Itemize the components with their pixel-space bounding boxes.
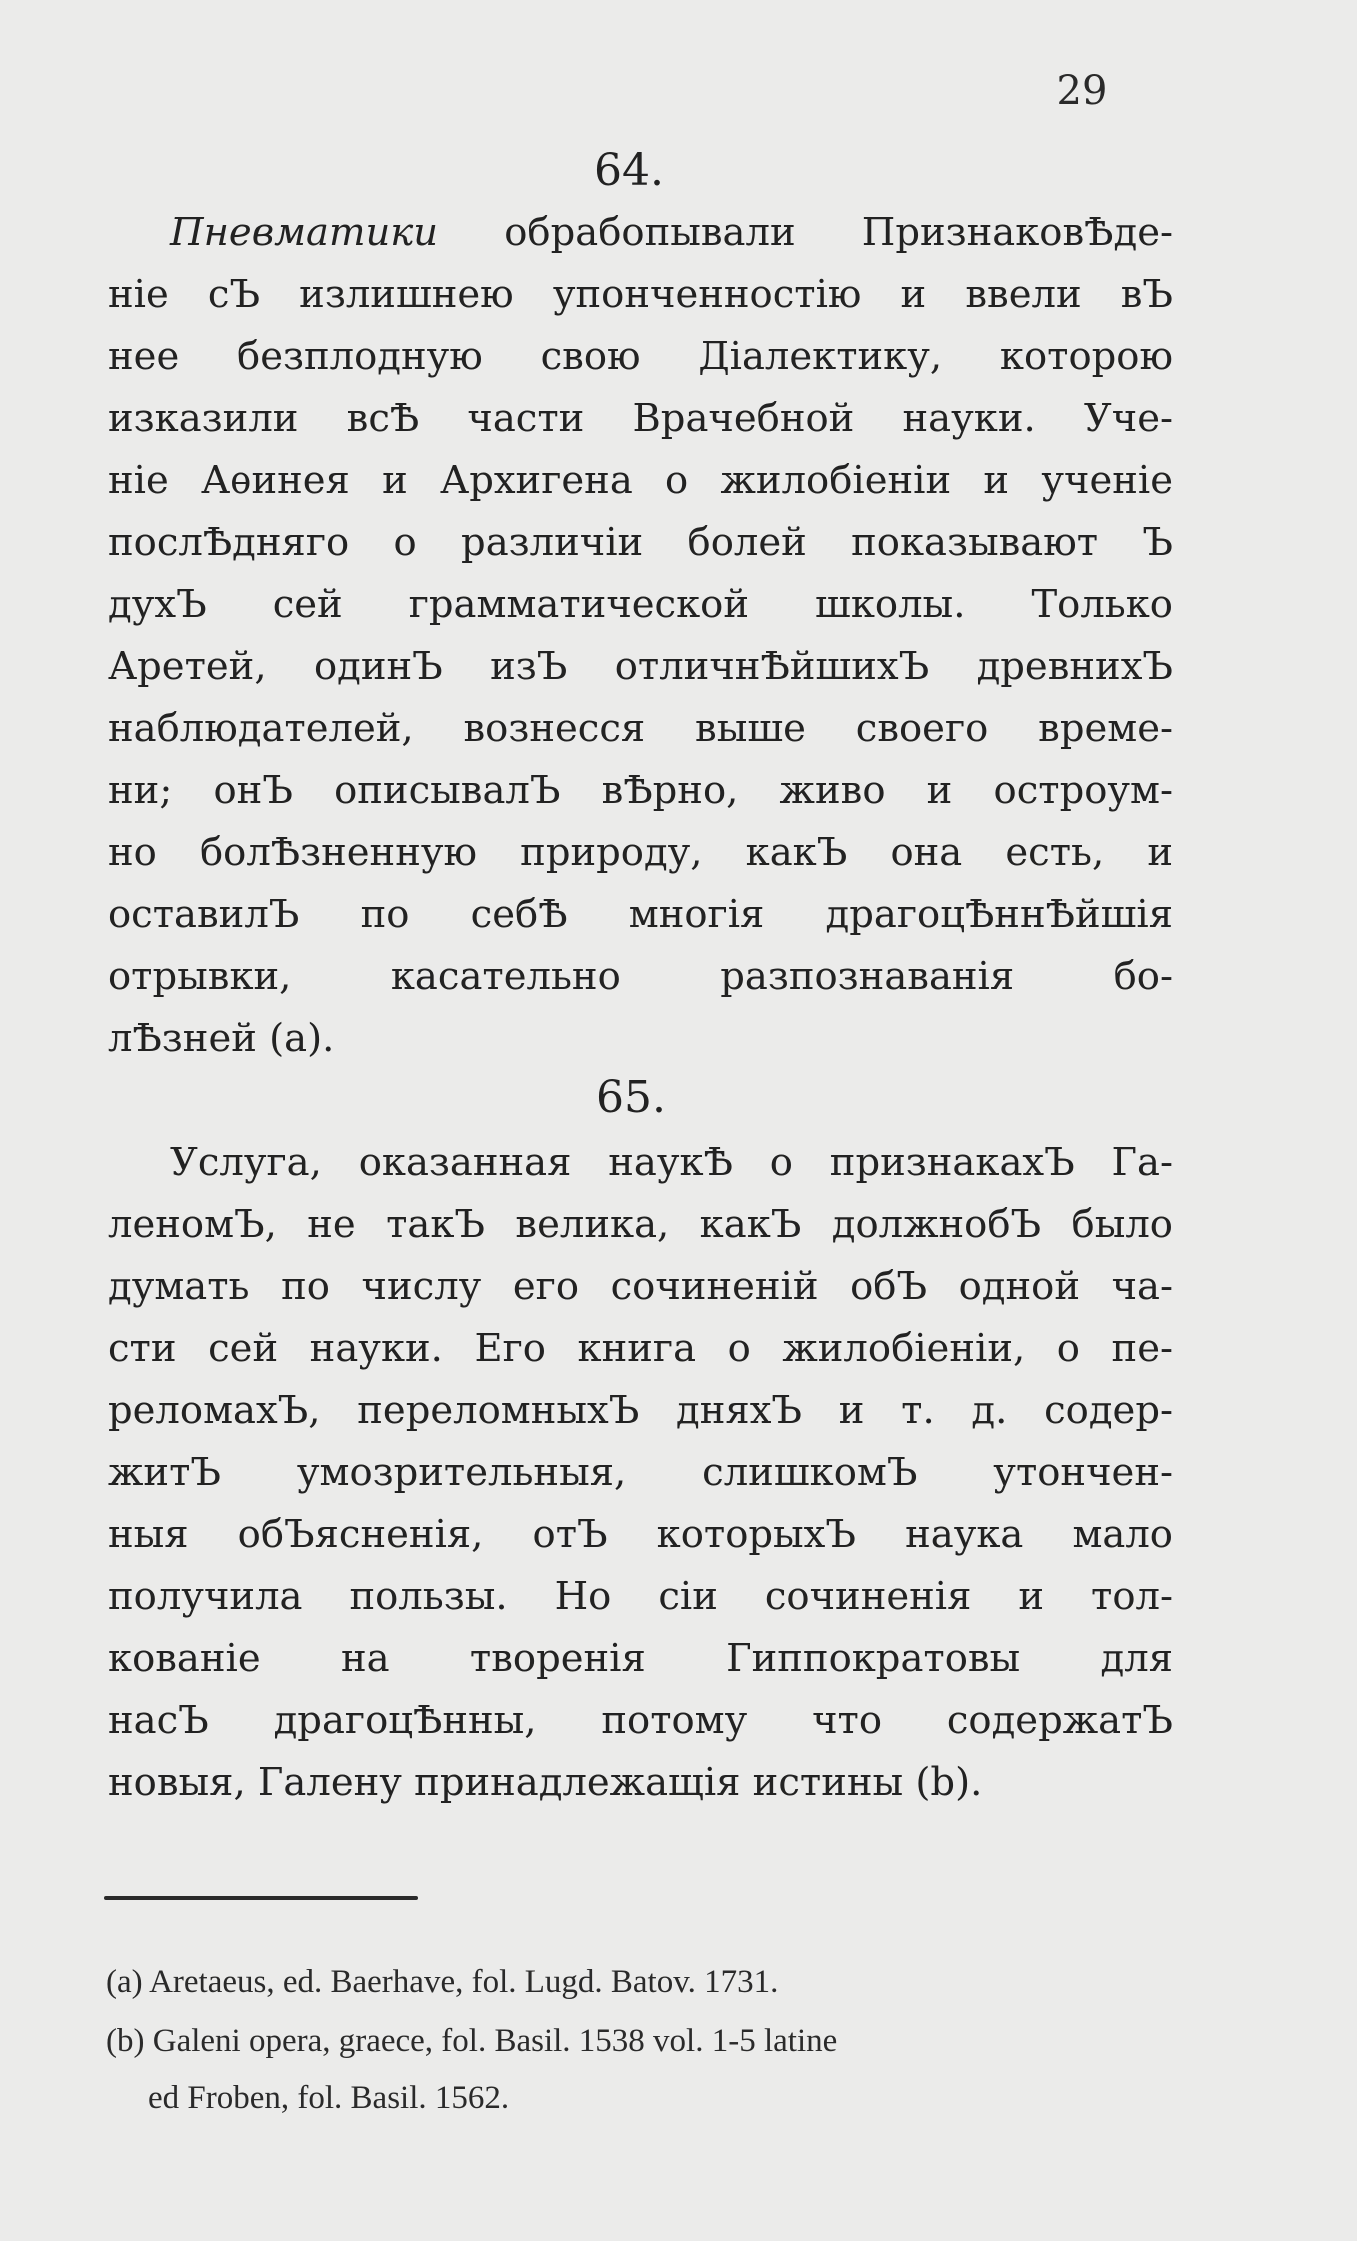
paragraph-64-line-2: ніе сЪ излишнею упонченностію и ввели вЪ (108, 272, 1173, 317)
footnote-text: Galeni opera, graece, fol. Basil. 1538 vol. 1-5 latine (152, 2023, 838, 2059)
paragraph-64-line-8: Аретей, одинЪ изЪ отличнѢйшихЪ древнихЪ (108, 644, 1173, 689)
section-number-65: 65. (596, 1072, 666, 1123)
paragraph-65-line-6: житЪ умозрительныя, слишкомЪ утончен- (108, 1450, 1173, 1495)
paragraph-64-line-5: ніе Аѳинея и Архигена о жилобіеніи и ученіе (108, 458, 1173, 503)
footnote-mark: (a) (106, 1964, 143, 2000)
paragraph-65-line-4: сти сей науки. Его книга о жилобіеніи, о пе- (108, 1326, 1173, 1371)
footnote-a (106, 1962, 778, 2002)
paragraph-65-line-11: новыя, Галену принадлежащія истины (b). (108, 1760, 983, 1805)
paragraph-64-line-11: но болѢзненную природу, какЪ она есть, и (108, 830, 1173, 875)
paragraph-64-line-10: ни; онЪ описывалЪ вѢрно, живо и остроум- (108, 768, 1173, 813)
paragraph-65-line-5: реломахЪ, переломныхЪ дняхЪ и т. д. содер- (108, 1388, 1173, 1433)
footnote-rule (104, 1896, 418, 1900)
paragraph-65-line-9: кованіе на творенія Гиппократовы для (108, 1636, 1173, 1681)
footnote-mark: (b) (106, 2023, 145, 2059)
page-number: 29 (1056, 68, 1108, 114)
footnote-b-continuation: ed Froben, fol. Basil. 1562. (148, 2080, 510, 2116)
paragraph-64-line-4: изказили всѢ части Врачебной науки. Уче- (108, 396, 1173, 441)
footnote-b (106, 2021, 837, 2061)
paragraph-65-line-2: леномЪ, не такЪ велика, какЪ должнобЪ было (108, 1202, 1173, 1247)
section-number-64: 64. (594, 145, 664, 196)
paragraph-65-line-3: думать по числу его сочиненій обЪ одной ча- (108, 1264, 1173, 1309)
text-span: обрабопывали ПризнаковѢде- (504, 210, 1173, 255)
paragraph-65-line-8: получила пользы. Но сіи сочиненія и тол- (108, 1574, 1173, 1619)
paragraph-64-line-1 (170, 202, 1173, 264)
paragraph-64-line-9: наблюдателей, вознесся выше своего време- (108, 706, 1173, 751)
paragraph-65-line-10: насЪ драгоцѢнны, потому что содержатЪ (108, 1698, 1173, 1743)
italic-term: Пневматики (170, 210, 439, 255)
paragraph-64-line-7: духЪ сей грамматической школы. Только (108, 582, 1173, 627)
footnote-text: Aretaeus, ed. Baerhave, fol. Lugd. Batov. 1731. (149, 1964, 779, 2000)
paragraph-65-line-1: Услуга, оказанная наукѢ о признакахЪ Га- (170, 1140, 1173, 1185)
paragraph-64-line-13: отрывки, касательно разпознаванія бо- (108, 954, 1173, 999)
paragraph-65-line-7: ныя обЪясненія, отЪ которыхЪ наука мало (108, 1512, 1173, 1557)
paragraph-64-line-3: нее безплодную свою Діалектику, которою (108, 334, 1173, 379)
paragraph-64-line-6: послѢдняго о различіи болей показывают Ъ (108, 520, 1173, 565)
paragraph-64-line-12: оставилЪ по себѢ многія драгоцѢннѢйшія (108, 892, 1173, 937)
paragraph-64-line-14: лѢзней (a). (108, 1016, 335, 1061)
